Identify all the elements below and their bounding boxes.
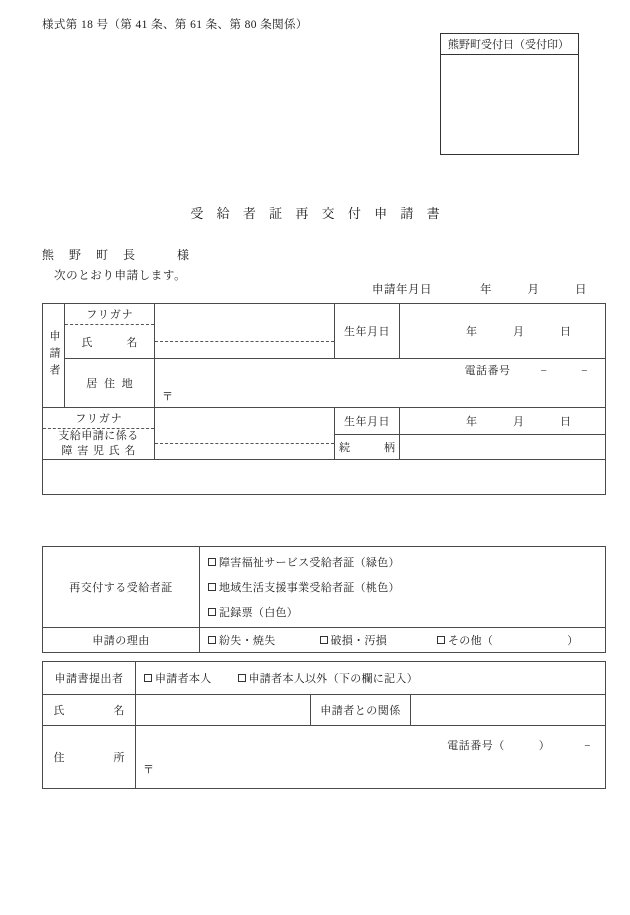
applicant-residence-label: 居 住 地 bbox=[65, 359, 155, 408]
table-row-applicant-residence bbox=[43, 359, 606, 408]
checkbox-label: 申請者本人 bbox=[155, 673, 212, 685]
checkbox-submitter-other[interactable] bbox=[238, 670, 419, 686]
submitter-table bbox=[42, 661, 606, 789]
submitter-tel-line bbox=[447, 737, 591, 753]
application-date-month: 月 bbox=[527, 284, 539, 296]
receipt-stamp-box bbox=[440, 33, 579, 155]
child-name-label bbox=[43, 429, 154, 459]
table-row-notes bbox=[43, 460, 606, 495]
checkbox-icon[interactable] bbox=[320, 636, 328, 644]
checkbox-label: 破損・汚損 bbox=[330, 635, 387, 647]
receipt-stamp-area[interactable] bbox=[441, 55, 578, 155]
application-date-line bbox=[372, 281, 606, 297]
checkbox-label: その他（ bbox=[448, 635, 494, 647]
form-number: 様式第 18 号（第 41 条、第 61 条、第 80 条関係） bbox=[42, 19, 308, 31]
checkbox-icon[interactable] bbox=[208, 608, 216, 616]
applicant-table bbox=[42, 303, 606, 495]
child-birth-year: 年 bbox=[466, 416, 477, 428]
reason-label: 申請の理由 bbox=[43, 628, 200, 653]
submitter-label: 申請書提出者 bbox=[43, 662, 136, 695]
applicant-name-label-cell bbox=[65, 304, 155, 359]
child-furigana-input[interactable] bbox=[155, 423, 334, 444]
child-name-label-cell bbox=[43, 408, 155, 460]
child-birth-label: 生年月日 bbox=[335, 408, 400, 435]
child-name-label-line2: 障 害 児 氏 名 bbox=[61, 445, 137, 457]
postal-mark-icon: 〒 bbox=[162, 391, 173, 403]
application-date-label: 申請年月日 bbox=[372, 284, 432, 296]
child-birth-day: 日 bbox=[560, 416, 571, 428]
checkbox-reason-other[interactable] bbox=[437, 632, 579, 648]
child-birth-month: 月 bbox=[513, 416, 524, 428]
child-relation-label: 続 柄 bbox=[335, 435, 400, 460]
lead-in-text: 次のとおり申請します。 bbox=[54, 270, 187, 282]
page-title: 受 給 者 証 再 交 付 申 請 書 bbox=[190, 206, 445, 221]
applicant-tel-label: 電話番号 bbox=[464, 365, 511, 377]
submitter-relation-input[interactable] bbox=[411, 695, 606, 726]
table-row-child-name bbox=[43, 408, 606, 435]
table-row-submitter bbox=[43, 662, 606, 695]
applicant-tel-dash-2: − bbox=[581, 365, 588, 377]
application-date-year: 年 bbox=[480, 284, 492, 296]
applicant-birth-label: 生年月日 bbox=[335, 304, 400, 359]
reissue-options-cell bbox=[200, 547, 606, 628]
checkbox-reason-lost[interactable] bbox=[208, 632, 276, 648]
postal-mark-icon: 〒 bbox=[143, 764, 154, 776]
applicant-birth-year: 年 bbox=[466, 326, 477, 338]
applicant-birth-month: 月 bbox=[513, 326, 524, 338]
submitter-tel-label: 電話番号（ bbox=[447, 740, 505, 752]
reason-other-close-paren: ） bbox=[567, 635, 579, 647]
checkbox-label: 申請者本人以外（下の欄に記入） bbox=[248, 673, 418, 685]
submitter-tel-dash: − bbox=[584, 740, 592, 752]
checkbox-label: 紛失・焼失 bbox=[219, 635, 276, 647]
applicant-tel-line bbox=[465, 362, 588, 378]
checkbox-label: 障害福祉サービス受給者証（緑色） bbox=[219, 557, 400, 569]
child-relation-value-cell[interactable] bbox=[400, 435, 606, 460]
submitter-options-cell bbox=[136, 662, 606, 695]
checkbox-reason-damaged[interactable] bbox=[320, 632, 388, 648]
submitter-name-input[interactable] bbox=[136, 695, 311, 726]
child-furigana-label: フリガナ bbox=[43, 408, 154, 429]
checkbox-icon[interactable] bbox=[238, 674, 246, 682]
checkbox-icon[interactable] bbox=[208, 636, 216, 644]
applicant-group-label-cell bbox=[43, 304, 65, 408]
checkbox-record-sheet[interactable] bbox=[208, 604, 605, 620]
applicant-tel-dash-1: − bbox=[540, 365, 548, 377]
applicant-name-value-cell[interactable] bbox=[155, 304, 335, 359]
table-row-reason bbox=[43, 628, 606, 653]
submitter-tel-close-paren: ） bbox=[538, 740, 551, 752]
child-name-value-cell[interactable] bbox=[155, 408, 335, 460]
checkbox-community-support-certificate[interactable] bbox=[208, 579, 605, 595]
submitter-relation-label: 申請者との関係 bbox=[311, 695, 411, 726]
submitter-name-label: 氏 名 bbox=[43, 695, 136, 726]
notes-cell[interactable] bbox=[43, 460, 606, 495]
addressee: 熊 野 町 長 様 bbox=[42, 248, 196, 262]
reissue-label: 再交付する受給者証 bbox=[43, 547, 200, 628]
applicant-name-label: 氏 名 bbox=[81, 336, 142, 349]
applicant-birth-value-cell[interactable] bbox=[400, 304, 606, 359]
checkbox-submitter-self[interactable] bbox=[144, 670, 212, 686]
submitter-address-cell[interactable] bbox=[136, 726, 606, 789]
certificate-table bbox=[42, 546, 606, 653]
table-row-reissue-certificate bbox=[43, 547, 606, 628]
checkbox-icon[interactable] bbox=[208, 558, 216, 566]
checkbox-label: 記録票（白色） bbox=[219, 607, 299, 619]
child-birth-value-cell[interactable] bbox=[400, 408, 606, 435]
submitter-address-label: 住 所 bbox=[43, 726, 136, 789]
receipt-stamp-header: 熊野町受付日（受付印） bbox=[441, 34, 578, 55]
checkbox-icon[interactable] bbox=[208, 583, 216, 591]
checkbox-label: 地域生活支援事業受給者証（桃色） bbox=[219, 582, 400, 594]
table-row-submitter-name bbox=[43, 695, 606, 726]
child-name-label-line1: 支給申請に係る bbox=[58, 430, 139, 443]
checkbox-icon[interactable] bbox=[437, 636, 445, 644]
table-row-applicant-name bbox=[43, 304, 606, 359]
table-row-submitter-address bbox=[43, 726, 606, 789]
applicant-group-label: 申請者 bbox=[48, 330, 60, 381]
application-date-day: 日 bbox=[575, 284, 587, 296]
checkbox-welfare-service-certificate[interactable] bbox=[208, 554, 605, 570]
reason-options-cell bbox=[200, 628, 606, 653]
applicant-furigana-input[interactable] bbox=[155, 321, 334, 342]
applicant-furigana-label: フリガナ bbox=[65, 304, 154, 325]
checkbox-icon[interactable] bbox=[144, 674, 152, 682]
applicant-birth-day: 日 bbox=[560, 326, 571, 338]
